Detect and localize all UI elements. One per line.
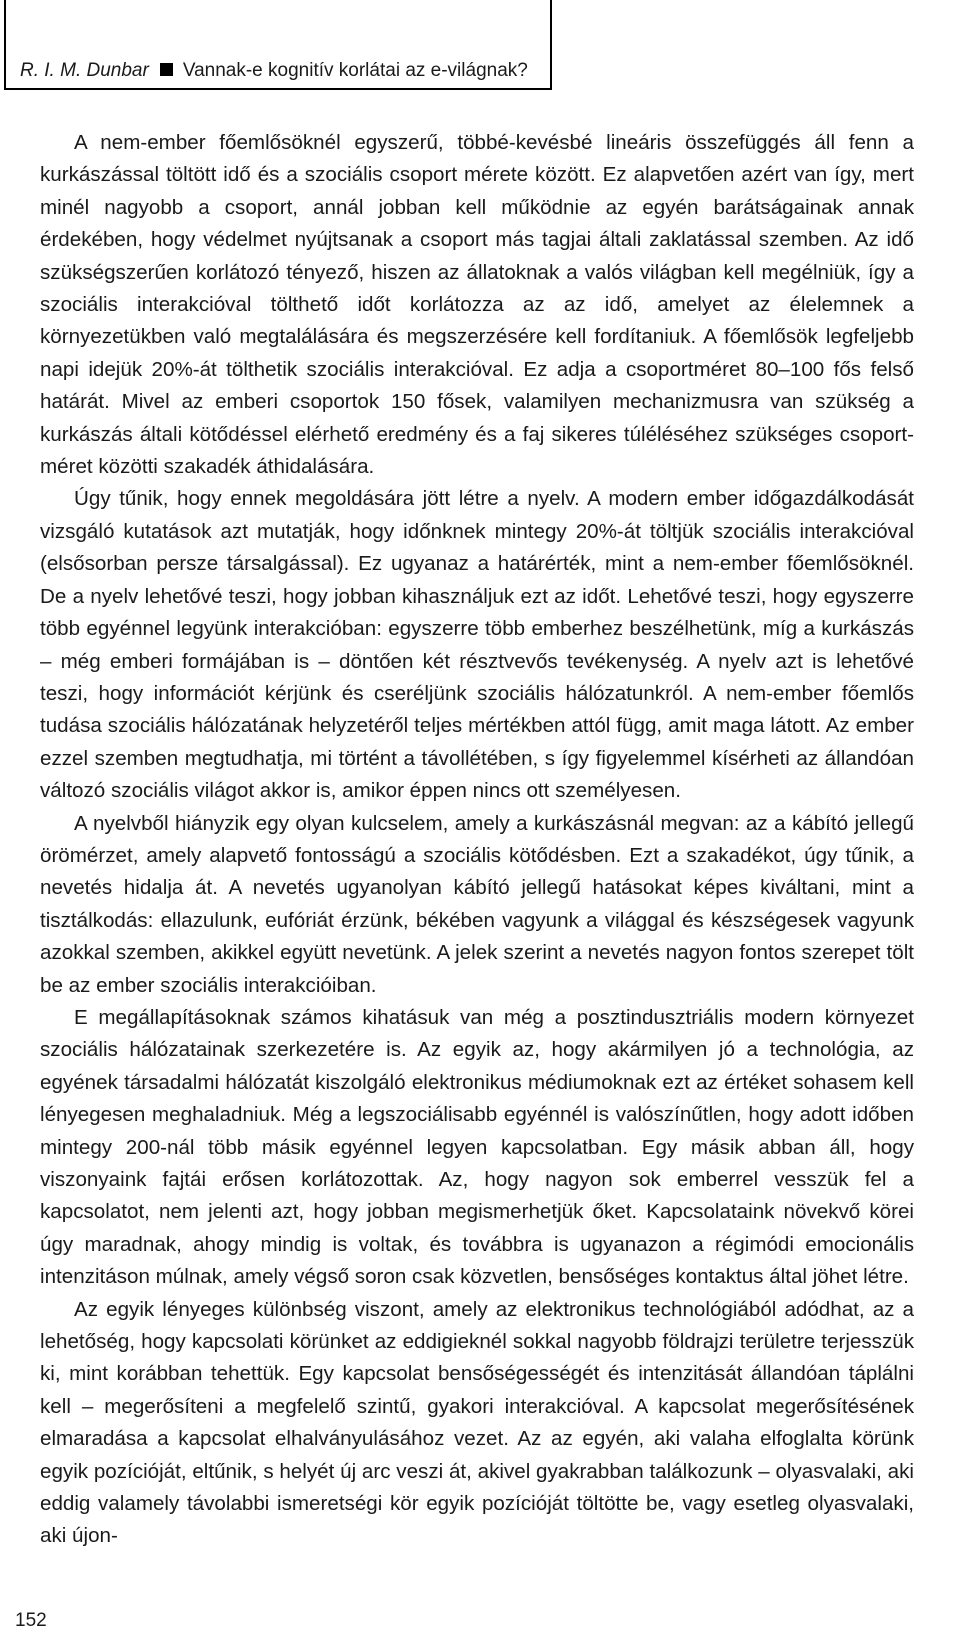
paragraph-2: Úgy tűnik, hogy ennek megoldására jött létre a nyelv. A modern ember időgazdálkodását vizsgáló kutatások azt mutatják, hogy időnknek mintegy 20%-át töltjük szociális interakcióval (elsősorban persze társalgással). Ez ugyanaz a határérték, mint a nem-ember főemlősöknél. De a nyelv lehetővé teszi, hogy jobban kihasználjuk ezt az időt. Lehetővé teszi, hogy egyszerre több egyénnel legyünk interakcióban: egyszerre több emberhez beszélhetünk, míg a kurkászás – még emberi formájában is – döntően két résztvevős tevékenység. A nyelv azt is lehetővé teszi, hogy információt kérjünk és cseréljünk szociális hálózatunkról. A nem-ember főemlős tudása szociális hálózatának helyzetéről teljes mértékben attól függ, amit maga látott. Az ember ezzel szemben megtudhatja, mi történt a távollétében, s így figyelemmel kísérheti az állandóan változó szociális világot akkor is, amikor éppen nincs ott személyesen.	[40, 487, 914, 803]
running-head-author: R. I. M. Dunbar	[20, 60, 149, 81]
running-head	[20, 60, 528, 82]
paragraph-1: A nem-ember főemlősöknél egyszerű, többé-kevésbé lineáris összefüggés áll fenn a kurkászással töltött idő és a szociális csoport mérete között. Ez alapvetően azért van így, mert minél nagyobb a csoport, annál jobban kell működnie az egyén barátságainak annak érdekében, hogy védelmet nyújtsanak a csoport más tagjai általi zaklatással szemben. Az idő szükségszerűen korlátozó tényező, hiszen az állatoknak a valós világban kell megélniük, így a szociális interakcióval tölthető időt korlátozza az az idő, amelyet az élelemnek a környezetükben való megtalálására és megszerzésére kell fordítaniuk. A főemlősök legfeljebb napi idejük 20%-át tölthetik szociális interakcióval. Ez adja a csoportméret 80–100 fős felső határát. Mivel az emberi csoportok 150 fősek, valamilyen mechanizmusra van szükség a kurkászás általi kötődéssel elérhető eredmény és a faj sikeres túléléséhez szükséges csoportméret közötti szakadék áthidalására.	[40, 131, 914, 479]
paragraph-3: A nyelvből hiányzik egy olyan kulcselem, amely a kurkászásnál megvan: az a kábító jellegű örömérzet, amely alapvető fontosságú a szociális kötődésben. Ezt a szakadékot, úgy tűnik, a nevetés hidalja át. A nevetés ugyanolyan kábító jellegű hatásokat képes kiváltani, mint a tisztálkodás: ellazulunk, eufóriát érzünk, békében vagyunk a világgal és készségesek vagyunk azokkal szemben, akikkel együtt nevetünk. A jelek szerint a nevetés nagyon fontos szerepet tölt be az ember szociális interakcióiban.	[40, 811, 914, 997]
black-square-icon	[160, 63, 173, 76]
running-head-title: Vannak-e kognitív korlátai az e-világnak?	[182, 60, 528, 81]
paragraph-5: Az egyik lényeges különbség viszont, amely az elektronikus technológiából adódhat, az a lehetőség, hogy kapcsolati körünket az eddigieknél sokkal nagyobb földrajzi területre terjesszük ki, mint korábban tehettük. Egy kapcsolat bensőségességét és intenzitását állandóan táplálni kell – megerősíteni a megfelelő szintű, gyakori interakcióval. A kapcsolat megerősítésének elmaradása a kapcsolat elhalványulásához vezet. Az az egyén, aki valaha elfoglalta körünk egyik pozícióját, eltűnik, s helyét új arc veszi át, akivel gyakrabban találkozunk – olyasvalaki, aki eddig valamely távolabbi ismeretségi kör egyik pozícióját töltötte be, vagy esetleg olyasvalaki, aki újon-	[40, 1297, 914, 1548]
page-number: 152	[15, 1610, 47, 1631]
body-text	[40, 127, 914, 1553]
paragraph-4: E megállapításoknak számos kihatásuk van még a posztindusztriális modern környezet szociális hálózatainak szerkezetére is. Az egyik az, hogy akármilyen jó a technológia, az egyének társadalmi hálózatát kiszolgáló elektronikus médiumoknak ezt az értéket sohasem kell lényegesen meghaladniuk. Még a legszociálisabb egyénnél is valószínűtlen, hogy adott időben mintegy 200-nál több másik egyénnel legyen kapcsolatban. Egy másik abban áll, hogy viszonyaink fajtái erősen korlátozottak. Az, hogy nagyon sok emberrel vesszük fel a kapcsolatot, nem jelenti azt, hogy jobban megismerhetjük őket. Kapcsolataink növekvő körei úgy maradnak, ahogy mindig is voltak, és továbbra is ugyanazon a régimódi emocionális intenzitáson múlnak, amely végső soron csak közvetlen, bensőséges kontaktus által jöhet létre.	[40, 1005, 914, 1289]
